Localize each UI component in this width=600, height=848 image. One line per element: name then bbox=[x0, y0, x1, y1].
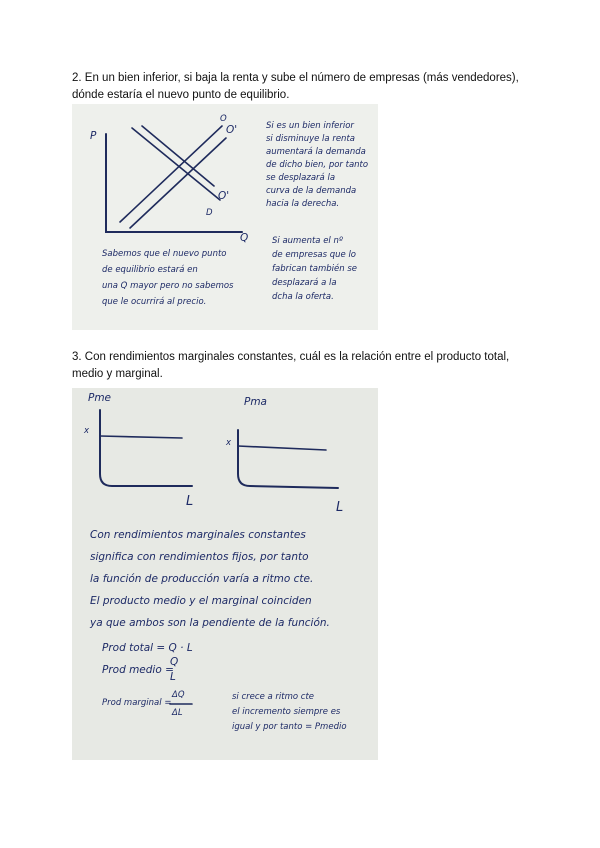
note-line: Si aumenta el nº bbox=[272, 236, 343, 246]
question-2 bbox=[72, 70, 542, 104]
question-2-line-1: 2. En un bien inferior, si baja la renta y sube el número de empresas (más vendedores), bbox=[72, 72, 519, 84]
note-line: igual y por tanto = Pmedio bbox=[232, 722, 347, 732]
supply-shift-note bbox=[272, 234, 357, 304]
note-line: de equilibrio estará en bbox=[102, 265, 198, 275]
pma-graph-axes bbox=[238, 430, 338, 488]
note-line: el incremento siempre es bbox=[232, 707, 341, 717]
graph-axes bbox=[106, 134, 242, 232]
note-line: de empresas que lo bbox=[272, 250, 356, 260]
question-3-line-2: medio y marginal. bbox=[72, 368, 163, 380]
pma-line bbox=[238, 446, 326, 450]
prod-marginal-numerator: ΔQ bbox=[172, 690, 185, 700]
demand-curve-shifted bbox=[142, 126, 214, 186]
marginal-side-note bbox=[232, 690, 347, 735]
prod-marginal-label: Prod marginal = bbox=[102, 698, 172, 708]
note-line: hacia la derecha. bbox=[266, 199, 340, 209]
prod-medio-numerator: Q bbox=[170, 656, 179, 668]
note-line: si crece a ritmo cte bbox=[232, 692, 315, 702]
supply-demand-photo bbox=[72, 104, 378, 330]
prod-total-formula: Prod total = Q · L bbox=[102, 642, 193, 654]
curve-label-o-prime-mid: O' bbox=[218, 190, 230, 202]
note-line: si disminuye la renta bbox=[266, 134, 355, 144]
pme-graph-axes bbox=[100, 410, 192, 486]
equilibrium-note bbox=[102, 246, 233, 310]
body-line: ya que ambos son la pendiente de la función. bbox=[90, 617, 330, 629]
explanation-text bbox=[90, 524, 330, 634]
body-line: El producto medio y el marginal coinciden bbox=[90, 595, 312, 607]
demand-shift-note bbox=[266, 120, 368, 211]
question-2-line-2: dónde estaría el nuevo punto de equilibrio. bbox=[72, 89, 290, 101]
pma-l-axis-label: L bbox=[336, 500, 344, 515]
question-3 bbox=[72, 349, 542, 383]
quantity-axis-label: Q bbox=[240, 232, 249, 244]
note-line: Si es un bien inferior bbox=[266, 121, 354, 131]
note-line: se desplazará la bbox=[266, 173, 336, 183]
curve-label-d: D bbox=[206, 208, 213, 218]
curve-label-o-prime-top: O' bbox=[226, 124, 238, 136]
pme-l-axis-label: L bbox=[186, 494, 194, 509]
price-axis-label: P bbox=[90, 130, 97, 142]
pme-level-label: x bbox=[84, 426, 90, 436]
prod-medio-denominator: L bbox=[170, 671, 176, 683]
note-line: que le ocurrirá al precio. bbox=[102, 297, 207, 307]
prod-marginal-denominator: ΔL bbox=[172, 708, 183, 718]
pma-axis-label: Pma bbox=[244, 396, 267, 408]
note-line: curva de la demanda bbox=[266, 186, 357, 196]
pma-level-label: x bbox=[226, 438, 232, 448]
question-3-line-1: 3. Con rendimientos marginales constantes, cuál es la relación entre el producto total, bbox=[72, 351, 510, 363]
note-line: desplazará a la bbox=[272, 278, 337, 288]
body-line: Con rendimientos marginales constantes bbox=[90, 529, 306, 541]
note-line: aumentará la demanda bbox=[266, 147, 366, 157]
note-line: Sabemos que el nuevo punto bbox=[102, 249, 227, 259]
demand-curve-original bbox=[132, 128, 220, 200]
curve-label-o: O bbox=[220, 114, 227, 124]
note-line: una Q mayor pero no sabemos bbox=[102, 281, 234, 291]
body-line: significa con rendimientos fijos, por tanto bbox=[90, 551, 309, 563]
note-line: de dicho bien, por tanto bbox=[266, 160, 369, 170]
note-line: dcha la oferta. bbox=[272, 292, 334, 302]
body-line: la función de producción varía a ritmo cte. bbox=[90, 573, 314, 585]
pme-axis-label: Pme bbox=[88, 392, 112, 404]
production-photo bbox=[72, 388, 378, 760]
prod-medio-label: Prod medio = bbox=[102, 664, 174, 676]
pme-line bbox=[100, 436, 182, 438]
note-line: fabrican también se bbox=[272, 264, 357, 274]
